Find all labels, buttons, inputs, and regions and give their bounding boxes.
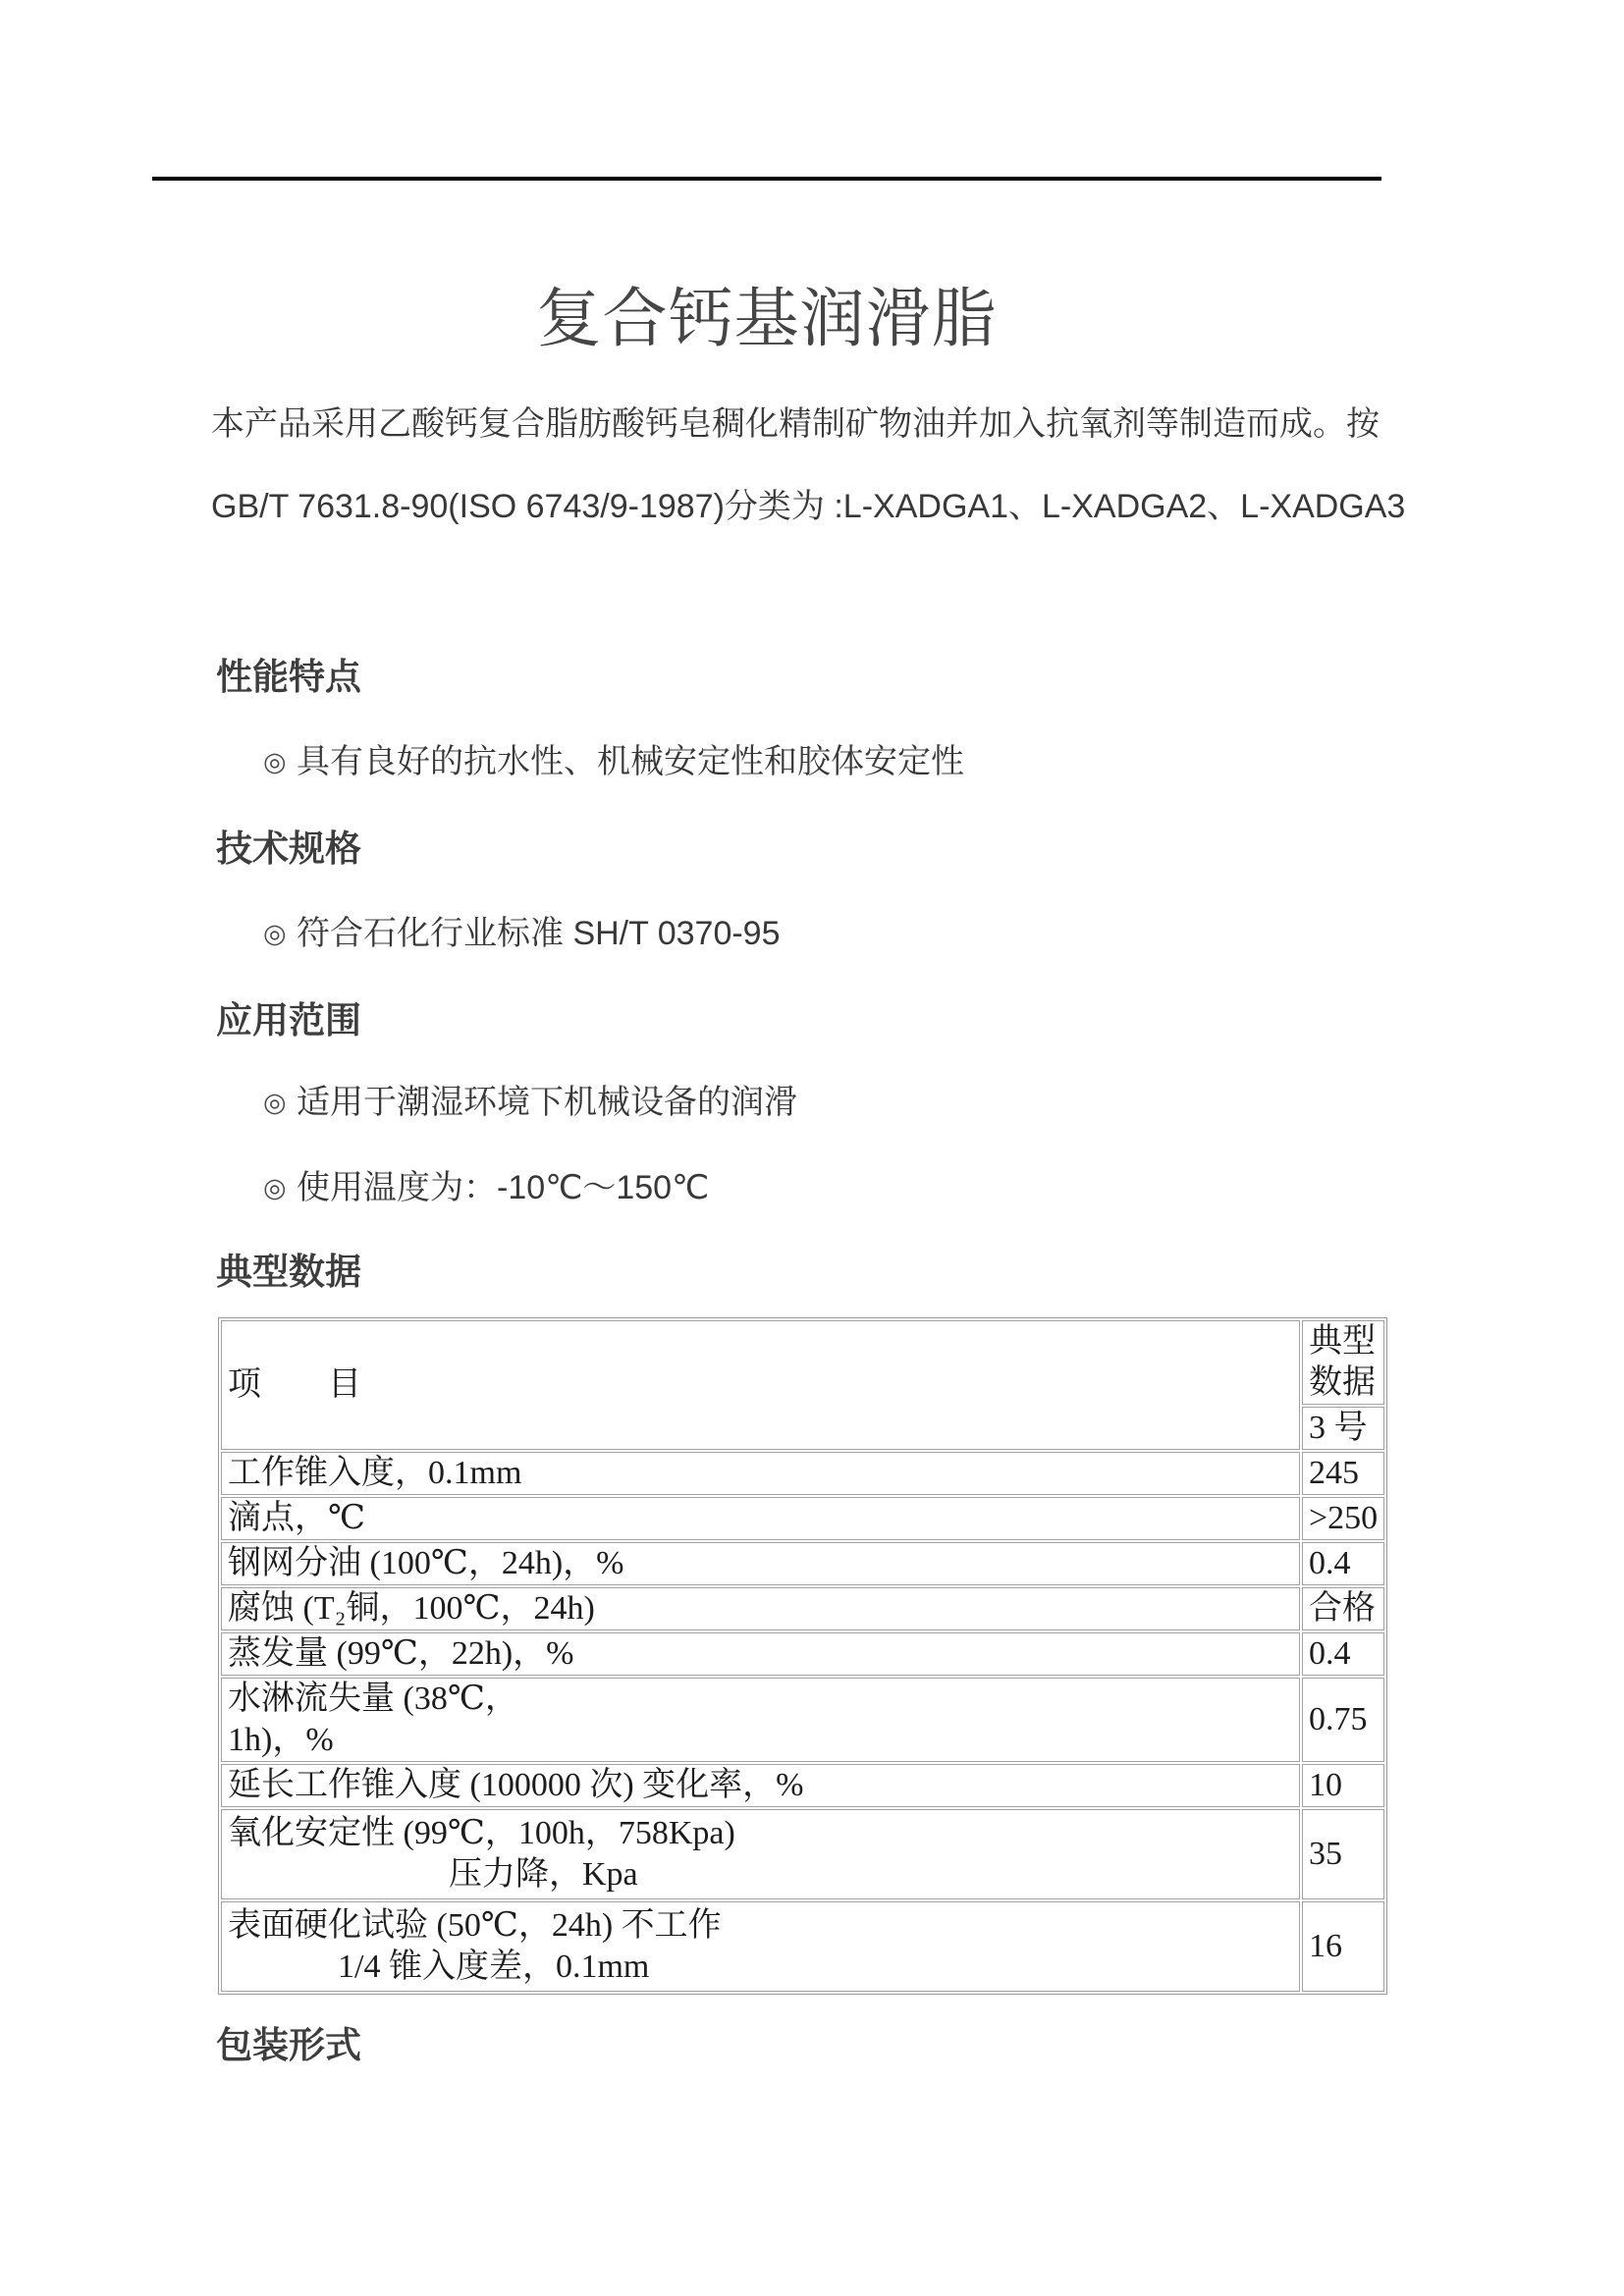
table-row [221,1678,1384,1762]
value-cell: 合格 [1302,1587,1384,1630]
value-cell: 35 [1302,1809,1384,1899]
header-rule [152,177,1381,181]
item-line-1: 氧化安定性 (99℃，100h，758Kpa) [228,1815,735,1851]
item-line-2: 1h)，% [228,1722,334,1758]
item-cell [221,1809,1300,1899]
section-heading-performance: 性能特点 [216,657,361,697]
item-cell: 蒸发量 (99℃，22h)，% [221,1632,1300,1676]
value-cell: >250 [1302,1497,1384,1540]
list-item-application-1 [263,1081,797,1124]
item-cell: 工作锥入度，0.1mm [221,1452,1300,1495]
item-cell [221,1901,1300,1992]
value-cell: 10 [1302,1764,1384,1807]
list-item-text: 具有良好的抗水性、机械安定性和胶体安定性 [297,743,964,780]
intro-line-1: 本产品采用乙酸钙复合脂肪酸钙皂稠化精制矿物油并加入抗氧剂等制造而成。按 [211,405,1380,443]
item-cell: 钢网分油 (100℃，24h)，% [221,1542,1300,1585]
typical-data-table [218,1317,1387,1995]
table-row [221,1587,1384,1630]
list-item-text: 使用温度为：-10℃～150℃ [297,1169,710,1206]
list-item-text: 适用于潮湿环境下机械设备的润滑 [297,1084,797,1121]
item-cell: 腐蚀 (T₂铜，100℃，24h) [221,1587,1300,1630]
list-item-application-2 [263,1166,709,1209]
item-line-2: 1/4 锥入度差，0.1mm [338,1949,650,1985]
list-item-performance [263,740,964,783]
table-row [221,1452,1384,1495]
table-row [221,1809,1384,1899]
bullet-marker-icon: ◎ [263,1088,287,1117]
table-row [221,1497,1384,1540]
value-cell: 0.4 [1302,1542,1384,1585]
value-cell: 245 [1302,1452,1384,1495]
intro-paragraph [211,383,1406,548]
section-heading-typical-data: 典型数据 [216,1252,361,1292]
table-row [221,1632,1384,1676]
item-cell: 延长工作锥入度 (100000 次) 变化率，% [221,1764,1300,1807]
table-header-grade: 3 号 [1302,1407,1384,1450]
bullet-marker-icon: ◎ [263,747,287,776]
section-heading-applications: 应用范围 [216,1000,361,1041]
value-cell: 0.75 [1302,1678,1384,1762]
value-cell: 16 [1302,1901,1384,1992]
table-row [221,1901,1384,1992]
item-line-1: 水淋流失量 (38℃， [228,1681,518,1717]
list-item-specs [263,912,781,955]
table-row [221,1764,1384,1807]
bullet-marker-icon: ◎ [263,1173,287,1202]
table-header-item: 项 目 [221,1320,1300,1450]
item-line-1: 表面硬化试验 (50℃，24h) 不工作 [228,1907,722,1944]
list-item-text: 符合石化行业标准 SH/T 0370-95 [297,915,781,952]
value-cell: 0.4 [1302,1632,1384,1676]
table-header-row [221,1320,1384,1405]
intro-line-2: GB/T 7631.8-90(ISO 6743/9-1987)分类为 :L-XADGA1、L-XADGA2、L-XADGA3 [211,488,1406,525]
item-cell [221,1678,1300,1762]
table-row [221,1542,1384,1585]
bullet-marker-icon: ◎ [263,919,287,948]
table-header-typical-data: 典型数据 [1302,1320,1384,1405]
item-cell: 滴点，℃ [221,1497,1300,1540]
section-heading-packaging: 包装形式 [216,2025,361,2065]
page-title: 复合钙基润滑脂 [536,282,998,354]
section-heading-specs: 技术规格 [216,828,361,869]
item-line-2: 压力降，Kpa [449,1856,638,1893]
